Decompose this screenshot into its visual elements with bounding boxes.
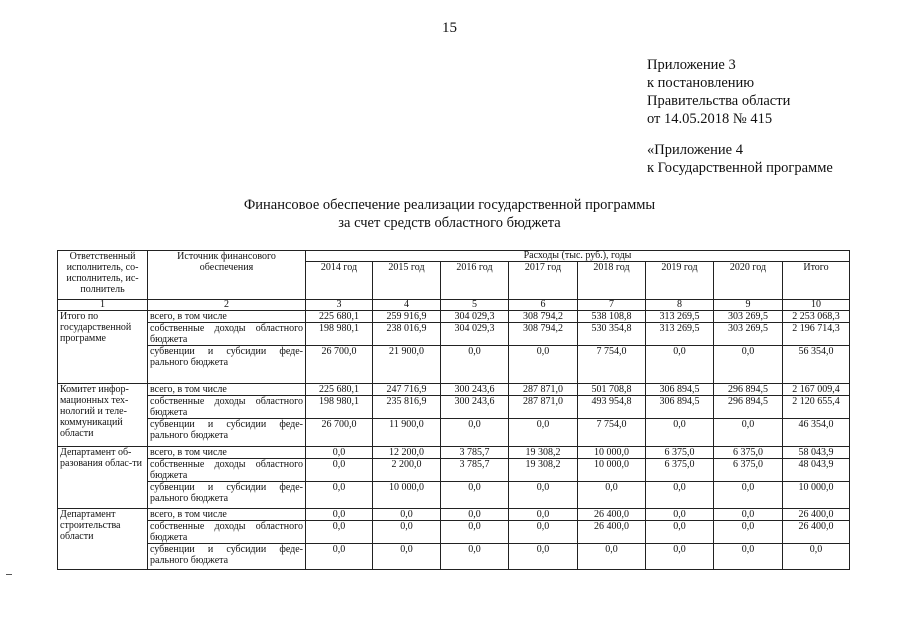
value-cell: 303 269,5 — [714, 323, 783, 346]
column-number: 9 — [714, 300, 783, 311]
executor-cell: Комитет инфор-мационных тех-нологий и теле-коммуникаций области — [58, 384, 148, 447]
value-cell: 0,0 — [306, 521, 373, 544]
appendix-reference — [647, 56, 790, 128]
value-cell: 0,0 — [509, 544, 578, 570]
value-cell: 0,0 — [441, 419, 509, 447]
table-row — [58, 311, 850, 323]
appendix-line-5: «Приложение 4 — [647, 142, 743, 158]
value-cell: 296 894,5 — [714, 384, 783, 396]
value-cell: 304 029,3 — [441, 323, 509, 346]
value-cell: 0,0 — [441, 509, 509, 521]
appendix-program-reference — [647, 141, 833, 177]
header-year: 2018 год — [578, 262, 646, 300]
value-cell: 247 716,9 — [373, 384, 441, 396]
value-cell: 10 000,0 — [578, 459, 646, 482]
value-cell: 7 754,0 — [578, 346, 646, 384]
value-cell: 304 029,3 — [441, 311, 509, 323]
value-cell: 6 375,0 — [646, 459, 714, 482]
value-cell: 306 894,5 — [646, 384, 714, 396]
table-row — [58, 544, 850, 570]
value-cell: 308 794,2 — [509, 311, 578, 323]
column-number: 1 — [58, 300, 148, 311]
value-cell: 26 400,0 — [578, 509, 646, 521]
value-cell: 0,0 — [441, 346, 509, 384]
value-cell: 0,0 — [714, 509, 783, 521]
source-cell: собственные доходы областного бюджета — [148, 396, 306, 419]
value-cell: 10 000,0 — [783, 482, 850, 509]
value-cell: 0,0 — [509, 419, 578, 447]
value-cell: 3 785,7 — [441, 459, 509, 482]
value-cell: 26 400,0 — [783, 521, 850, 544]
value-cell: 56 354,0 — [783, 346, 850, 384]
value-cell: 0,0 — [714, 544, 783, 570]
table-row — [58, 346, 850, 384]
source-cell: всего, в том числе — [148, 384, 306, 396]
value-cell: 530 354,8 — [578, 323, 646, 346]
value-cell: 0,0 — [441, 482, 509, 509]
value-cell: 0,0 — [509, 521, 578, 544]
source-cell: всего, в том числе — [148, 311, 306, 323]
value-cell: 0,0 — [441, 521, 509, 544]
value-cell: 26 400,0 — [783, 509, 850, 521]
value-cell: 0,0 — [306, 544, 373, 570]
value-cell: 0,0 — [373, 521, 441, 544]
value-cell: 0,0 — [306, 447, 373, 459]
appendix-line-3: Правительства области — [647, 93, 791, 109]
value-cell: 313 269,5 — [646, 311, 714, 323]
value-cell: 225 680,1 — [306, 384, 373, 396]
value-cell: 0,0 — [646, 482, 714, 509]
column-number: 6 — [509, 300, 578, 311]
header-year: 2015 год — [373, 262, 441, 300]
source-cell: собственные доходы областного бюджета — [148, 323, 306, 346]
value-cell: 12 200,0 — [373, 447, 441, 459]
document-title — [0, 196, 905, 232]
value-cell: 0,0 — [714, 521, 783, 544]
executor-cell: Департамент строительства области — [58, 509, 148, 570]
value-cell: 26 700,0 — [306, 346, 373, 384]
header-executor: Ответственный исполнитель, со-исполнитель, ис-полнитель — [58, 251, 148, 300]
value-cell: 0,0 — [783, 544, 850, 570]
value-cell: 2 200,0 — [373, 459, 441, 482]
value-cell: 19 308,2 — [509, 447, 578, 459]
source-cell: собственные доходы областного бюджета — [148, 521, 306, 544]
financing-table — [57, 250, 850, 570]
header-row — [58, 251, 850, 262]
value-cell: 0,0 — [306, 459, 373, 482]
value-cell: 0,0 — [646, 521, 714, 544]
column-number: 7 — [578, 300, 646, 311]
value-cell: 6 375,0 — [646, 447, 714, 459]
value-cell: 48 043,9 — [783, 459, 850, 482]
value-cell: 306 894,5 — [646, 396, 714, 419]
value-cell: 235 816,9 — [373, 396, 441, 419]
value-cell: 0,0 — [646, 419, 714, 447]
value-cell: 300 243,6 — [441, 396, 509, 419]
table-row — [58, 509, 850, 521]
value-cell: 538 108,8 — [578, 311, 646, 323]
executor-cell: Департамент об-разования облас-ти — [58, 447, 148, 509]
value-cell: 300 243,6 — [441, 384, 509, 396]
appendix-line-6: к Государственной программе — [647, 160, 833, 176]
value-cell: 0,0 — [306, 509, 373, 521]
value-cell: 259 916,9 — [373, 311, 441, 323]
header-year: 2017 год — [509, 262, 578, 300]
value-cell: 2 167 009,4 — [783, 384, 850, 396]
executor-cell: Итого по государственной программе — [58, 311, 148, 384]
source-cell: субвенции и субсидии феде-рального бюджета — [148, 544, 306, 570]
column-number: 2 — [148, 300, 306, 311]
appendix-line-1: Приложение 3 — [647, 57, 736, 73]
value-cell: 0,0 — [373, 509, 441, 521]
value-cell: 0,0 — [646, 346, 714, 384]
source-cell: всего, в том числе — [148, 447, 306, 459]
value-cell: 6 375,0 — [714, 459, 783, 482]
value-cell: 303 269,5 — [714, 311, 783, 323]
value-cell: 10 000,0 — [578, 447, 646, 459]
table-row — [58, 384, 850, 396]
value-cell: 225 680,1 — [306, 311, 373, 323]
header-year: 2019 год — [646, 262, 714, 300]
title-line-1: Финансовое обеспечение реализации государственной программы — [243, 197, 656, 213]
column-number: 4 — [373, 300, 441, 311]
table-row — [58, 521, 850, 544]
appendix-line-4: от 14.05.2018 № 415 — [647, 111, 773, 127]
source-cell: субвенции и субсидии феде-рального бюджета — [148, 346, 306, 384]
value-cell: 0,0 — [509, 346, 578, 384]
table-row — [58, 459, 850, 482]
value-cell: 308 794,2 — [509, 323, 578, 346]
column-number: 8 — [646, 300, 714, 311]
value-cell: 26 400,0 — [578, 521, 646, 544]
value-cell: 46 354,0 — [783, 419, 850, 447]
value-cell: 0,0 — [578, 544, 646, 570]
table-row — [58, 323, 850, 346]
value-cell: 10 000,0 — [373, 482, 441, 509]
value-cell: 7 754,0 — [578, 419, 646, 447]
source-cell: собственные доходы областного бюджета — [148, 459, 306, 482]
column-number: 10 — [783, 300, 850, 311]
title-line-2: за счет средств областного бюджета — [338, 215, 561, 231]
value-cell: 493 954,8 — [578, 396, 646, 419]
table-row — [58, 396, 850, 419]
header-year: Итого — [783, 262, 850, 300]
value-cell: 11 900,0 — [373, 419, 441, 447]
column-number: 3 — [306, 300, 373, 311]
source-cell: всего, в том числе — [148, 509, 306, 521]
value-cell: 0,0 — [578, 482, 646, 509]
value-cell: 0,0 — [373, 544, 441, 570]
value-cell: 21 900,0 — [373, 346, 441, 384]
value-cell: 198 980,1 — [306, 396, 373, 419]
header-year: 2014 год — [306, 262, 373, 300]
value-cell: 313 269,5 — [646, 323, 714, 346]
value-cell: 0,0 — [646, 544, 714, 570]
value-cell: 501 708,8 — [578, 384, 646, 396]
value-cell: 296 894,5 — [714, 396, 783, 419]
value-cell: 0,0 — [714, 419, 783, 447]
margin-mark — [6, 574, 12, 575]
source-cell: субвенции и субсидии феде-рального бюджета — [148, 482, 306, 509]
value-cell: 2 120 655,4 — [783, 396, 850, 419]
table-row — [58, 419, 850, 447]
value-cell: 26 700,0 — [306, 419, 373, 447]
table-row — [58, 482, 850, 509]
table-row — [58, 447, 850, 459]
value-cell: 238 016,9 — [373, 323, 441, 346]
value-cell: 0,0 — [714, 482, 783, 509]
header-year: 2020 год — [714, 262, 783, 300]
value-cell: 19 308,2 — [509, 459, 578, 482]
value-cell: 6 375,0 — [714, 447, 783, 459]
value-cell: 58 043,9 — [783, 447, 850, 459]
header-year: 2016 год — [441, 262, 509, 300]
value-cell: 3 785,7 — [441, 447, 509, 459]
value-cell: 198 980,1 — [306, 323, 373, 346]
value-cell: 0,0 — [509, 482, 578, 509]
value-cell: 2 196 714,3 — [783, 323, 850, 346]
value-cell: 287 871,0 — [509, 384, 578, 396]
column-number: 5 — [441, 300, 509, 311]
appendix-line-2: к постановлению — [647, 75, 755, 91]
value-cell: 2 253 068,3 — [783, 311, 850, 323]
value-cell: 287 871,0 — [509, 396, 578, 419]
value-cell: 0,0 — [714, 346, 783, 384]
value-cell: 0,0 — [306, 482, 373, 509]
page-number: 15 — [442, 20, 457, 36]
source-cell: субвенции и субсидии феде-рального бюджета — [148, 419, 306, 447]
value-cell: 0,0 — [509, 509, 578, 521]
value-cell: 0,0 — [646, 509, 714, 521]
header-expenses: Расходы (тыс. руб.), годы — [306, 251, 850, 262]
column-numbers-row — [58, 300, 850, 311]
header-source: Источник финансового обеспечения — [148, 251, 306, 300]
value-cell: 0,0 — [441, 544, 509, 570]
